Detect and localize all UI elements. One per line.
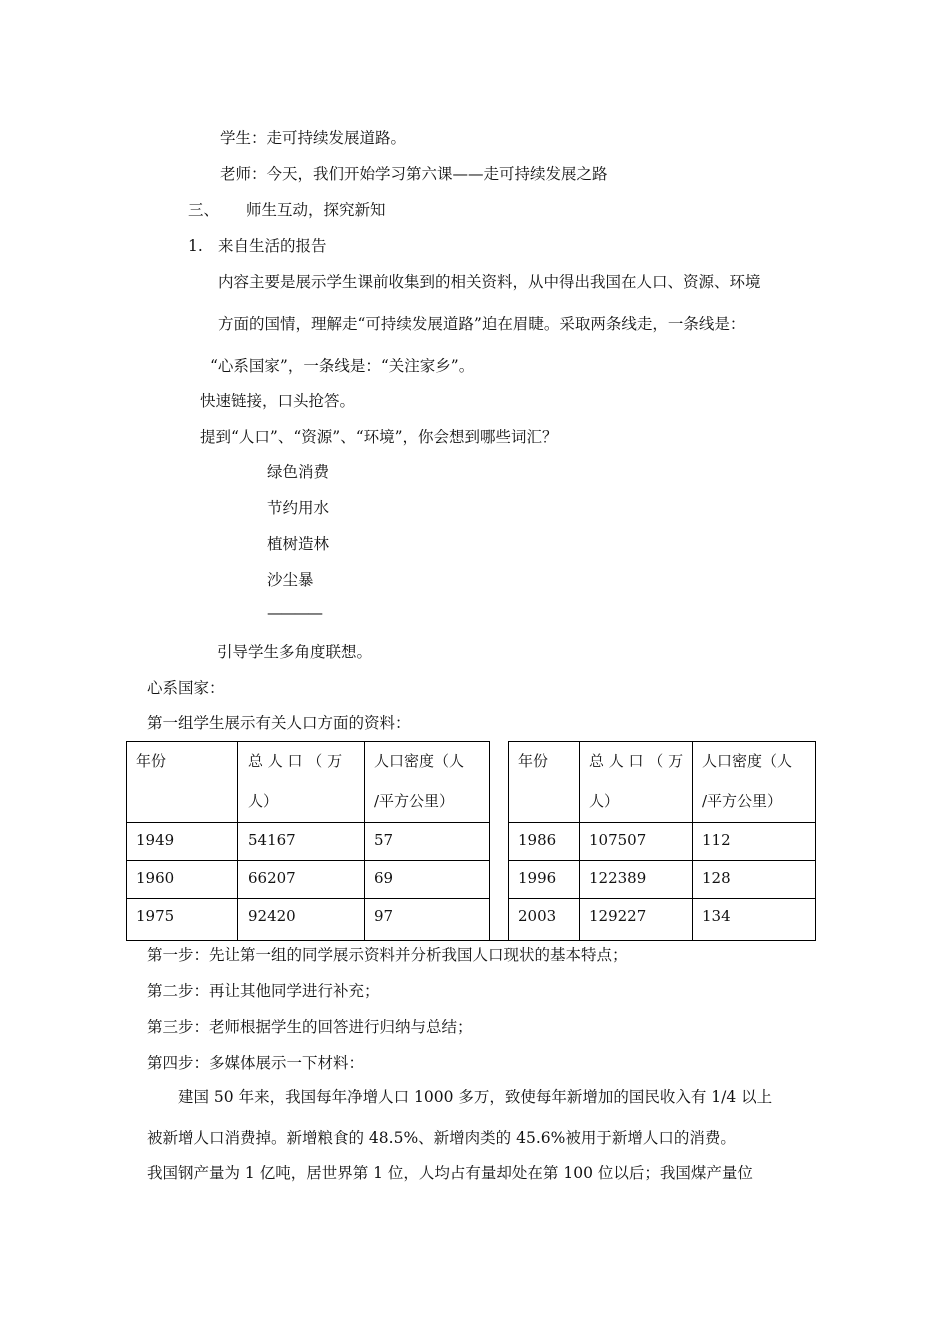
header-density-unit: /平方公里） (702, 792, 783, 810)
cell-density: 97 (374, 907, 394, 925)
material-line-1: 建国 50 年来，我国每年净增人口 1000 多万，致使每年新增加的国民收入有 1/4 以上 (178, 1088, 773, 1106)
paragraph-guide: 引导学生多角度联想。 (217, 643, 373, 661)
step-one: 第一步：先让第一组的同学展示资料并分析我国人口现状的基本特点； (147, 946, 628, 964)
paragraph-student-answer: 学生：走可持续发展道路。 (220, 129, 407, 147)
cell-year: 1949 (136, 831, 175, 849)
cell-density: 112 (702, 831, 731, 849)
word-item-dash: ———— (267, 604, 321, 622)
paragraph-care-country: 心系国家： (147, 679, 225, 697)
cell-year: 1996 (518, 869, 557, 887)
header-density: 人口密度（人 (374, 752, 465, 770)
paragraph-teacher-intro: 老师：今天，我们开始学习第六课——走可持续发展之路 (220, 165, 608, 183)
cell-population: 66207 (248, 869, 296, 887)
population-table (126, 741, 816, 941)
header-density-unit: /平方公里） (374, 792, 455, 810)
header-population-unit: 人） (589, 792, 620, 810)
step-four: 第四步：多媒体展示一下材料： (147, 1054, 365, 1072)
paragraph-content-1: 内容主要是展示学生课前收集到的相关资料，从中得出我国在人口、资源、环境 (218, 273, 761, 291)
header-density: 人口密度（人 (702, 752, 793, 770)
step-three: 第三步：老师根据学生的回答进行归纳与总结； (147, 1018, 473, 1036)
word-item: 绿色消费 (267, 463, 330, 481)
header-population: 总 人 口 （ 万 (589, 752, 684, 770)
cell-density: 69 (374, 869, 394, 887)
cell-density: 134 (702, 907, 731, 925)
cell-year: 2003 (518, 907, 557, 925)
cell-year: 1986 (518, 831, 557, 849)
section-heading-3: 师生互动，探究新知 (246, 201, 386, 219)
cell-year: 1975 (136, 907, 175, 925)
word-item: 沙尘暴 (267, 571, 314, 589)
material-line-2: 被新增人口消费掉。新增粮食的 48.5%、新增肉类的 45.6%被用于新增人口的消费。 (147, 1129, 736, 1147)
header-year: 年份 (518, 752, 549, 770)
cell-population: 92420 (248, 907, 296, 925)
cell-population: 54167 (248, 831, 296, 849)
header-population-unit: 人） (248, 792, 279, 810)
cell-population: 107507 (589, 831, 647, 849)
word-item: 植树造林 (267, 535, 330, 553)
step-two: 第二步：再让其他同学进行补充； (147, 982, 380, 1000)
paragraph-question: 提到“人口”、“资源”、“环境”，你会想到哪些词汇？ (200, 428, 558, 446)
cell-density: 128 (702, 869, 731, 887)
subsection-heading-1: 来自生活的报告 (218, 237, 327, 255)
subsection-number-1: 1. (188, 237, 203, 255)
material-line-3: 我国钢产量为 1 亿吨，居世界第 1 位，人均占有量却处在第 100 位以后；我国煤产量位 (147, 1164, 753, 1182)
cell-density: 57 (374, 831, 394, 849)
cell-year: 1960 (136, 869, 175, 887)
word-item: 节约用水 (267, 499, 330, 517)
paragraph-content-2: 方面的国情，理解走“可持续发展道路”迫在眉睫。采取两条线走，一条线是： (218, 315, 746, 333)
cell-population: 122389 (589, 869, 647, 887)
header-population: 总 人 口 （ 万 (248, 752, 343, 770)
section-number-3: 三、 (188, 201, 220, 219)
paragraph-content-3: “心系国家”，一条线是：“关注家乡”。 (210, 357, 475, 375)
paragraph-quick-link: 快速链接，口头抢答。 (200, 392, 356, 410)
header-year: 年份 (136, 752, 167, 770)
paragraph-group-one: 第一组学生展示有关人口方面的资料： (147, 714, 411, 732)
cell-population: 129227 (589, 907, 647, 925)
